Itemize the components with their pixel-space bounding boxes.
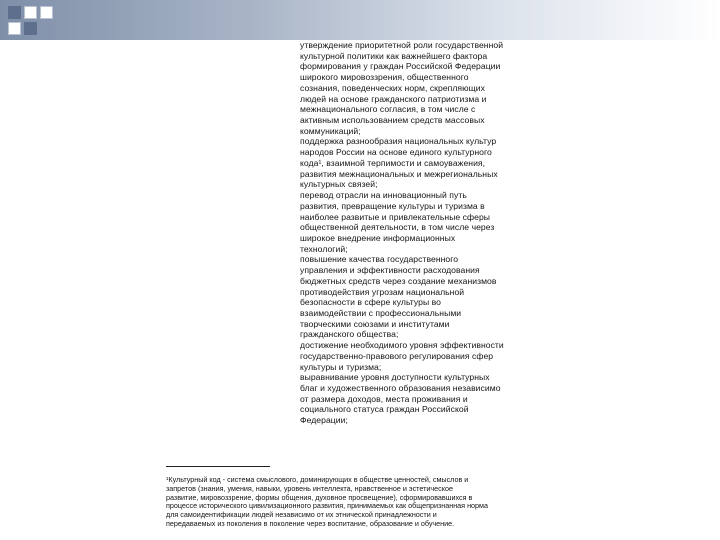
body-text-line: Федерации; — [300, 415, 348, 426]
body-text-line: социального статуса граждан Российской — [300, 404, 469, 415]
body-text-line: поддержка разнообразия национальных культур — [300, 136, 497, 147]
body-text-line: бюджетных средств через создание механизмов — [300, 275, 497, 286]
body-text-line: людей на основе гражданского патриотизма и — [300, 93, 487, 104]
square-dark-2 — [24, 22, 37, 35]
slide-header-gradient-bar — [0, 0, 720, 40]
footnote-line: запретов (знания, умения, навыки, уровень интеллекта, нравственное и эстетическое — [166, 483, 453, 493]
footnote-line: процессе исторического цивилизационного развития, принимаемых как общепризнанная норма — [166, 501, 488, 511]
square-dark-1 — [8, 6, 21, 19]
body-text-line: широкое внедрение информационных — [300, 232, 456, 243]
body-text-line: развития межнациональных и межрегиональных — [300, 168, 498, 179]
footnote-line: передаваемых из поколения в поколение через воспитание, образование и обучение. — [166, 518, 455, 528]
body-text-line: кода¹, взаимной терпимости и самоуважения, — [300, 157, 486, 168]
decorative-squares — [0, 0, 60, 44]
footnote-line: развитие, мировоззрение, формы общения, духовное просвещение), сформировавшихся в — [166, 492, 473, 502]
footnote-line: ¹Культурный код - система смыслового, доминирующих в обществе ценностей, смыслов и — [166, 475, 469, 484]
body-text-line: коммуникаций; — [300, 125, 361, 136]
square-light-1 — [24, 6, 37, 19]
body-text-line: безопасности в сфере культуры во — [300, 297, 441, 308]
body-text-line: повышение качества государственного — [300, 254, 459, 265]
body-text-line: противодействия угрозам национальной — [300, 286, 465, 297]
square-light-3 — [8, 22, 21, 35]
body-text-line: активным использованием средств массовых — [300, 115, 485, 126]
body-text-line: сознания, поведенческих норм, скрепляющих — [300, 82, 485, 93]
body-text-line: широкого мировоззрения, общественного — [300, 72, 469, 83]
body-text-line: взаимодействии с профессиональными — [300, 307, 462, 318]
body-text-line: общественной деятельности, в том числе через — [300, 222, 495, 233]
body-text-line: культуры и туризма; — [300, 361, 382, 372]
body-text-line: управления и эффективности расходования — [300, 265, 480, 276]
footnote-separator — [166, 466, 270, 467]
body-text-line: межнационального согласия, в том числе с — [300, 104, 476, 115]
footnote-line: для самоидентификации людей независимо от их этнической принадлежности и — [166, 510, 437, 519]
body-text-line: от размера доходов, места проживания и — [300, 393, 468, 404]
square-light-2 — [40, 6, 53, 19]
body-text-line: формирования у граждан Российской Федерации — [300, 61, 501, 72]
body-text-line: утверждение приоритетной роли государственной — [300, 40, 504, 50]
body-text-line: культурных связей; — [300, 179, 378, 190]
body-text-line: перевод отрасли на инновационный путь — [300, 190, 467, 201]
body-text-line: развития, превращение культуры и туризма в — [300, 200, 485, 211]
body-text-line: выравнивание уровня доступности культурных — [300, 372, 490, 383]
body-text-line: творческими союзами и институтами — [300, 318, 450, 329]
body-text-line: достижение необходимого уровня эффективности — [300, 340, 504, 351]
body-text-line: благ и художественного образования независимо — [300, 383, 501, 393]
body-text-line: гражданского общества; — [300, 329, 399, 340]
body-text-line: народов России на основе единого культурного — [300, 147, 492, 158]
body-text-line: наиболее развитые и привлекательные сферы — [300, 211, 491, 222]
body-text-line: технологий; — [300, 243, 348, 254]
body-text-line: культурной политики как важнейшего фактора — [300, 50, 488, 61]
document-body-text — [300, 40, 528, 426]
body-text-line: государственно-правового регулирования сфер — [300, 350, 494, 361]
footnote-text — [166, 476, 516, 529]
